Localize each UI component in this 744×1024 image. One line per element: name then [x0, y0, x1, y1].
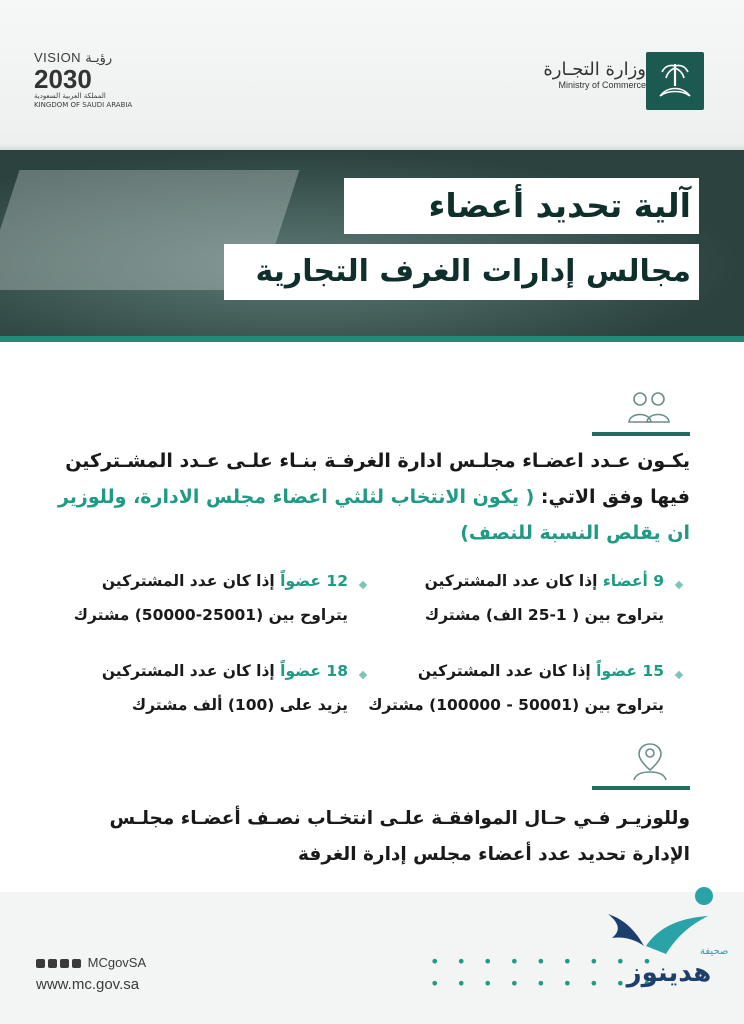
item-line-2: يتراوح بين (50001 - 100000) مشترك [368, 696, 664, 714]
intro-line-2 [58, 486, 690, 508]
ministry-name-ar: وزارة التجـارة [543, 59, 646, 80]
item-line-2: يتراوح بين ( 1-25 الف) مشترك [424, 606, 664, 624]
social-handle: MCgovSA [87, 955, 147, 970]
people-icon [624, 390, 674, 426]
closing-line-1: وللوزيـر فـي حـال الموافقـة علـى انتخـاب نصـف أعضـاء مجلـس [109, 808, 690, 829]
location-person-icon [628, 740, 672, 782]
facebook-icon [48, 959, 57, 968]
item-count: 12 عضواً [280, 572, 348, 590]
intro-line-2-highlight: ( يكون الانتخاب لثلثي اعضاء مجلس الادارة، وللوزير [57, 486, 535, 508]
item-line-1: إذا كان عدد المشتركين [101, 662, 281, 680]
list-item-15 [418, 662, 664, 680]
vision-year: 2030 [34, 64, 92, 94]
intro-line-3: ان يقلص النسبة للنصف) [460, 522, 690, 544]
item-line-2: يتراوح بين (25001-50000) مشترك [73, 606, 348, 624]
bullet-icon [359, 671, 367, 679]
hero-accent-line [0, 336, 744, 342]
ministry-name-en: Ministry of Commerce [558, 80, 646, 90]
decorative-dots-row-2: • • • • • • • • • [430, 974, 658, 993]
item-count: 18 عضواً [280, 662, 348, 680]
bullet-icon [675, 671, 683, 679]
intro-line-1: يكـون عـدد اعضـاء مجلـس ادارة الغرفـة بنـاء علـى عـدد المشـتركين [65, 450, 690, 472]
vision-kingdom-en: KINGDOM OF SAUDI ARABIA [34, 101, 133, 109]
bullet-icon [359, 581, 367, 589]
twitter-icon [36, 959, 45, 968]
watermark-text: هدينوز [626, 958, 712, 988]
item-count: 15 عضواً [596, 662, 664, 680]
youtube-icon [72, 959, 81, 968]
item-line-1: إذا كان عدد المشتركين [101, 572, 281, 590]
section-divider-bottom [592, 786, 690, 790]
bullet-icon [675, 581, 683, 589]
section-divider-top [592, 432, 690, 436]
item-line-1: إذا كان عدد المشتركين [424, 572, 603, 590]
instagram-icon [60, 959, 69, 968]
list-item-18 [102, 662, 348, 680]
item-count: 9 أعضاء [602, 572, 664, 590]
item-line-2: يزيد على (100) ألف مشترك [131, 696, 348, 714]
vision-kingdom-ar: المملكة العربية السعودية [34, 92, 106, 100]
item-line-1: إذا كان عدد المشتركين [417, 662, 597, 680]
website-link[interactable]: www.mc.gov.sa [36, 976, 140, 993]
list-item-9 [425, 572, 664, 590]
title-line-1: آلية تحديد أعضاء [344, 178, 699, 234]
social-handle-row [36, 955, 146, 970]
palm-swords-emblem-icon [646, 52, 704, 110]
decorative-dots-row-1: • • • • • • • • • [430, 952, 658, 971]
list-item-12 [102, 572, 348, 590]
vision-title: VISION رؤيـة [34, 50, 113, 65]
closing-line-2: الإدارة تحديد عدد أعضاء مجلس إدارة الغرفة [297, 844, 690, 865]
intro-line-2-lead: فيها وفق الاتي: [534, 486, 690, 508]
watermark-small-text: صحيفة [700, 946, 729, 957]
vision-2030-logo [34, 50, 134, 110]
ministry-logo-text [516, 60, 646, 90]
title-line-2: مجالس إدارات الغرف التجارية [224, 244, 699, 300]
